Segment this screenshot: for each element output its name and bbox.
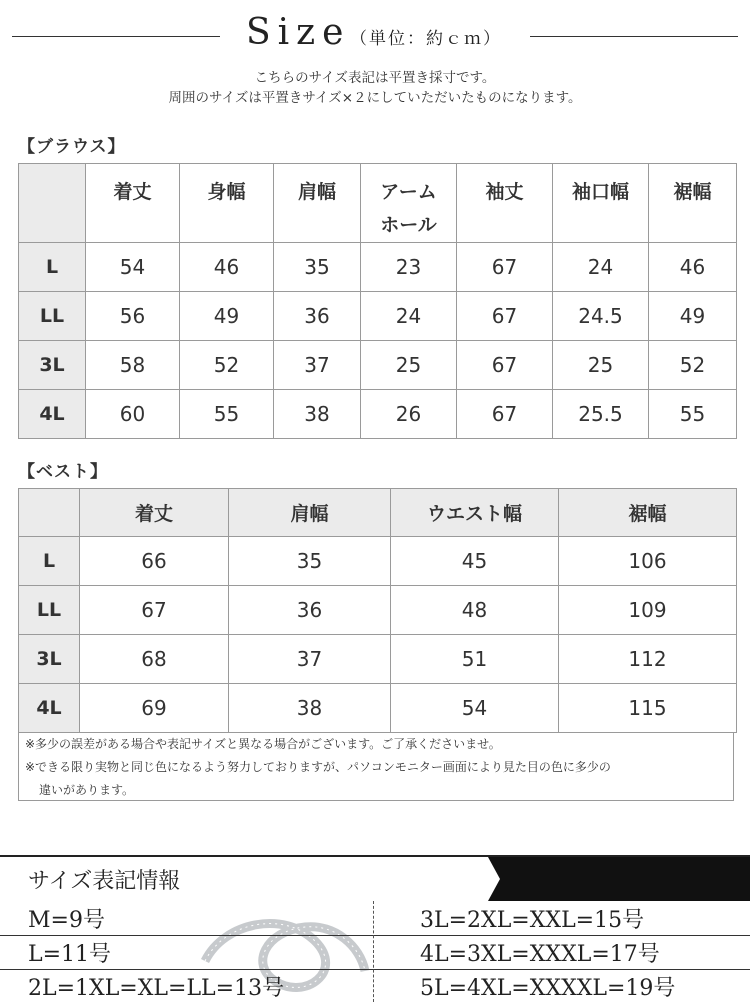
value-cell: 55 xyxy=(649,390,737,439)
value-cell: 25 xyxy=(361,341,457,390)
column-header: 袖口幅 xyxy=(553,164,649,243)
table-corner-cell xyxy=(19,489,80,537)
disclaimer-line: ※多少の誤差がある場合や表記サイズと異なる場合がございます。ご了承くださいませ。 xyxy=(25,737,501,751)
table-header-row xyxy=(19,489,737,537)
value-cell: 54 xyxy=(86,243,180,292)
value-cell: 49 xyxy=(649,292,737,341)
blouse-size-table xyxy=(18,163,737,439)
value-cell: 46 xyxy=(180,243,274,292)
table-row xyxy=(19,586,737,635)
note-line: こちらのサイズ表記は平置き採寸です。 xyxy=(254,70,496,86)
value-cell: 54 xyxy=(391,684,559,733)
value-cell: 51 xyxy=(391,635,559,684)
disclaimer-line: ※できる限り実物と同じ色になるよう努力しておりますが、パソコンモニター画面により見た目の色に多少の xyxy=(25,760,611,774)
title-rule-left xyxy=(12,36,220,37)
size-equivalence: 4L=3XL=XXXL=17号 xyxy=(420,942,660,967)
table-header-row xyxy=(19,164,737,243)
value-cell: 37 xyxy=(274,341,361,390)
table-row xyxy=(19,292,737,341)
size-cell: 3L xyxy=(19,341,86,390)
column-header: 肩幅 xyxy=(274,164,361,243)
value-cell: 25.5 xyxy=(553,390,649,439)
column-header: 肩幅 xyxy=(229,489,391,537)
size-cell: L xyxy=(19,537,80,586)
value-cell: 26 xyxy=(361,390,457,439)
table-corner-cell xyxy=(19,164,86,243)
size-notation-title: サイズ表記情報 xyxy=(28,869,181,894)
disclaimer-notes xyxy=(18,733,734,801)
table-row xyxy=(19,243,737,292)
size-cell: 4L xyxy=(19,390,86,439)
value-cell: 46 xyxy=(649,243,737,292)
value-cell: 38 xyxy=(229,684,391,733)
column-header: 着丈 xyxy=(86,164,180,243)
title-rule-right xyxy=(530,36,738,37)
value-cell: 58 xyxy=(86,341,180,390)
measurement-notes xyxy=(0,68,750,108)
value-cell: 66 xyxy=(80,537,229,586)
size-equivalence: 2L=1XL=XL=LL=13号 xyxy=(28,976,285,1001)
size-notation-grid xyxy=(0,901,750,1002)
value-cell: 24 xyxy=(361,292,457,341)
value-cell: 67 xyxy=(457,341,553,390)
value-cell: 23 xyxy=(361,243,457,292)
column-header: アーム ホール xyxy=(361,164,457,243)
size-cell: L xyxy=(19,243,86,292)
grid-divider xyxy=(0,969,750,970)
size-notation-panel xyxy=(0,855,750,1002)
value-cell: 35 xyxy=(229,537,391,586)
value-cell: 35 xyxy=(274,243,361,292)
value-cell: 67 xyxy=(80,586,229,635)
size-cell: LL xyxy=(19,292,86,341)
table-row xyxy=(19,390,737,439)
unit-label: （単位：約ｃｍ） xyxy=(350,29,502,49)
column-header: 身幅 xyxy=(180,164,274,243)
size-equivalence: 3L=2XL=XXL=15号 xyxy=(420,908,645,933)
value-cell: 60 xyxy=(86,390,180,439)
column-header: 裾幅 xyxy=(559,489,737,537)
value-cell: 24.5 xyxy=(553,292,649,341)
value-cell: 45 xyxy=(391,537,559,586)
disclaimer-line: 違いがあります。 xyxy=(39,783,135,797)
grid-divider xyxy=(0,935,750,936)
size-equivalence: L=11号 xyxy=(28,942,112,967)
size-title: Size xyxy=(246,12,351,53)
value-cell: 106 xyxy=(559,537,737,586)
table-row xyxy=(19,635,737,684)
size-cell: LL xyxy=(19,586,80,635)
value-cell: 67 xyxy=(457,390,553,439)
value-cell: 49 xyxy=(180,292,274,341)
value-cell: 25 xyxy=(553,341,649,390)
value-cell: 52 xyxy=(649,341,737,390)
size-cell: 3L xyxy=(19,635,80,684)
value-cell: 48 xyxy=(391,586,559,635)
size-equivalence: M=9号 xyxy=(28,908,105,933)
value-cell: 67 xyxy=(457,243,553,292)
value-cell: 36 xyxy=(229,586,391,635)
size-title-row xyxy=(0,12,750,56)
value-cell: 52 xyxy=(180,341,274,390)
column-header: 着丈 xyxy=(80,489,229,537)
vest-section-label: 【ベスト】 xyxy=(18,462,108,482)
size-cell: 4L xyxy=(19,684,80,733)
column-header: 袖丈 xyxy=(457,164,553,243)
value-cell: 69 xyxy=(80,684,229,733)
value-cell: 112 xyxy=(559,635,737,684)
value-cell: 68 xyxy=(80,635,229,684)
value-cell: 56 xyxy=(86,292,180,341)
column-header: ウエスト幅 xyxy=(391,489,559,537)
value-cell: 38 xyxy=(274,390,361,439)
value-cell: 24 xyxy=(553,243,649,292)
table-row xyxy=(19,684,737,733)
value-cell: 115 xyxy=(559,684,737,733)
value-cell: 36 xyxy=(274,292,361,341)
value-cell: 67 xyxy=(457,292,553,341)
blouse-section-label: 【ブラウス】 xyxy=(18,137,126,157)
vest-size-table xyxy=(18,488,737,733)
table-row xyxy=(19,537,737,586)
column-header: 裾幅 xyxy=(649,164,737,243)
grid-divider-vertical xyxy=(373,901,374,1002)
value-cell: 37 xyxy=(229,635,391,684)
value-cell: 55 xyxy=(180,390,274,439)
value-cell: 109 xyxy=(559,586,737,635)
note-line: 周囲のサイズは平置きサイズ×２にしていただいたものになります。 xyxy=(168,90,582,106)
table-row xyxy=(19,341,737,390)
size-equivalence: 5L=4XL=XXXXL=19号 xyxy=(420,976,676,1001)
